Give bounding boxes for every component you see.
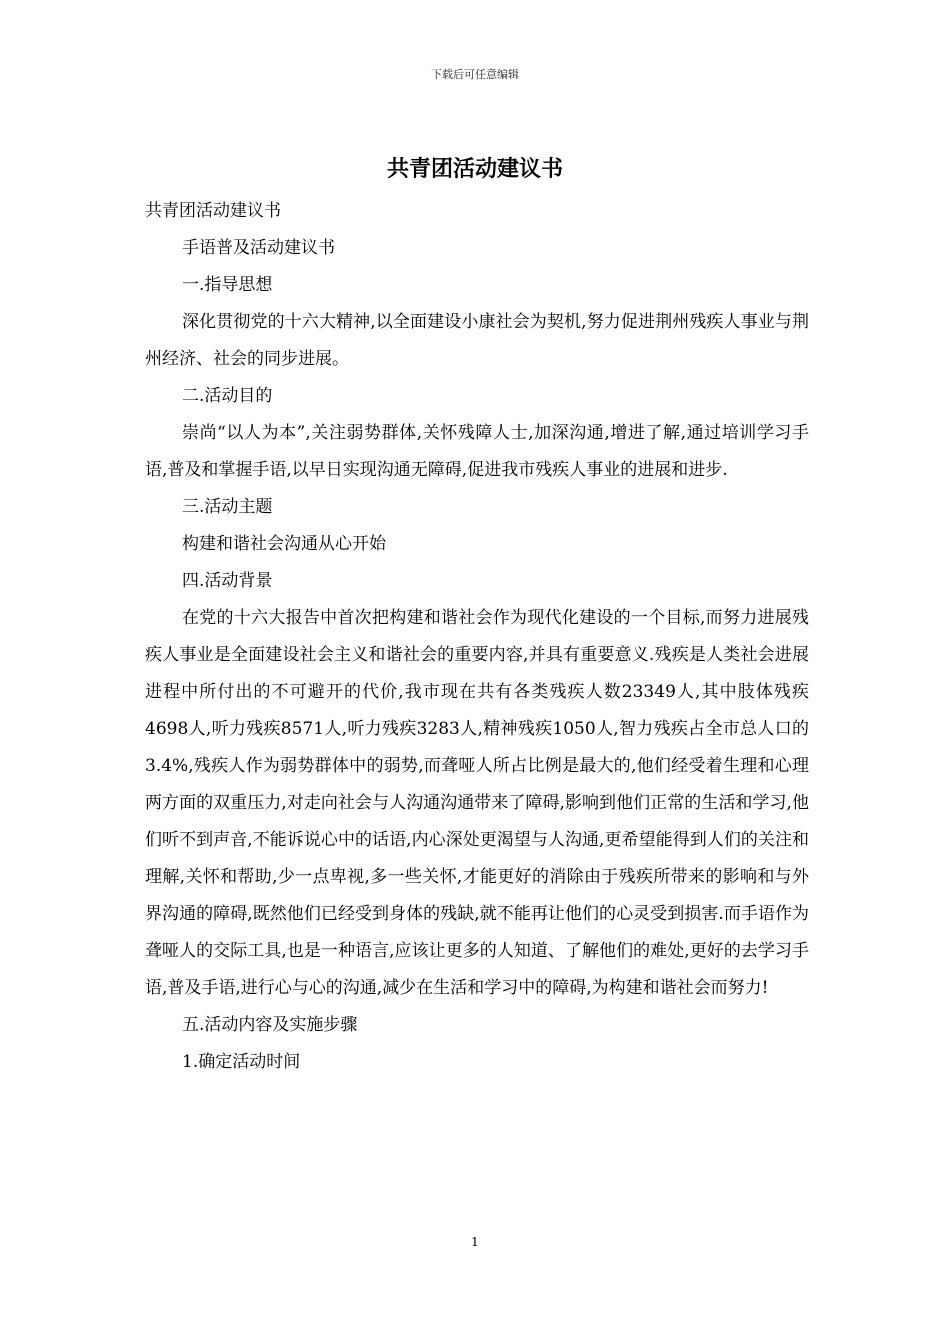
list-item-determine-time: 1.确定活动时间 (182, 1052, 301, 1072)
paragraph-guiding-ideology: 深化贯彻党的十六大精神,以全面建设小康社会为契机,努力促进荆州残疾人事业与荆州经济、社会的同步进展。 (145, 312, 809, 369)
paragraph-background: 在党的十六大报告中首次把构建和谐社会作为现代化建设的一个目标,而努力进展残疾人事业是全面建设社会主义和谐社会的重要内容,并具有重要意义.残疾是人类社会进展进程中所付出的不可避开的代价,我市现在共有各类残疾人数23349人,其中肢体残疾4698人,听力残疾8571人,听力残疾3283人,精神残疾1050人,智力残疾占全市总人口的3.4%,残疾人作为弱势群体中的弱势,而聋哑人所占比例是最大的,他们经受着生理和心理两方面的双重压力,对走向社会与人沟通沟通带来了障碍,影响到他们正常的生活和学习,他们听不到声音,不能诉说心中的话语,内心深处更渴望与人沟通,更希望能得到人们的关注和理解,关怀和帮助,少一点卑视,多一些关怀,才能更好的消除由于残疾所带来的影响和与外界沟通的障碍,既然他们已经受到身体的残缺,就不能再让他们的心灵受到损害.而手语作为聋哑人的交际工具,也是一种语言,应该让更多的人知道、了解他们的难处,更好的去学习手语,普及手语,进行心与心的沟通,减少在生活和学习中的障碍,为构建和谐社会而努力! (145, 608, 809, 998)
paragraph-purpose: 崇尚“以人为本”,关注弱势群体,关怀残障人士,加深沟通,增进了解,通过培训学习手语,普及和掌握手语,以早日实现沟通无障碍,促进我市残疾人事业的进展和进步. (145, 423, 809, 480)
page-number: 1 (471, 1235, 479, 1249)
paragraph-theme: 构建和谐社会沟通从心开始 (182, 534, 386, 554)
document-body (145, 193, 809, 1081)
page-header-note: 下载后可任意编辑 (431, 68, 519, 81)
section-heading-background: 四.活动背景 (182, 571, 273, 591)
document-title: 共青团活动建议书 (386, 156, 563, 182)
paragraph-proposal-name: 手语普及活动建议书 (182, 238, 335, 258)
section-heading-theme: 三.活动主题 (182, 497, 273, 517)
paragraph-doc-subtitle: 共青团活动建议书 (145, 201, 281, 221)
section-heading-purpose: 二.活动目的 (182, 386, 273, 406)
section-heading-guiding-ideology: 一.指导思想 (182, 275, 273, 295)
section-heading-content-steps: 五.活动内容及实施步骤 (182, 1015, 358, 1035)
